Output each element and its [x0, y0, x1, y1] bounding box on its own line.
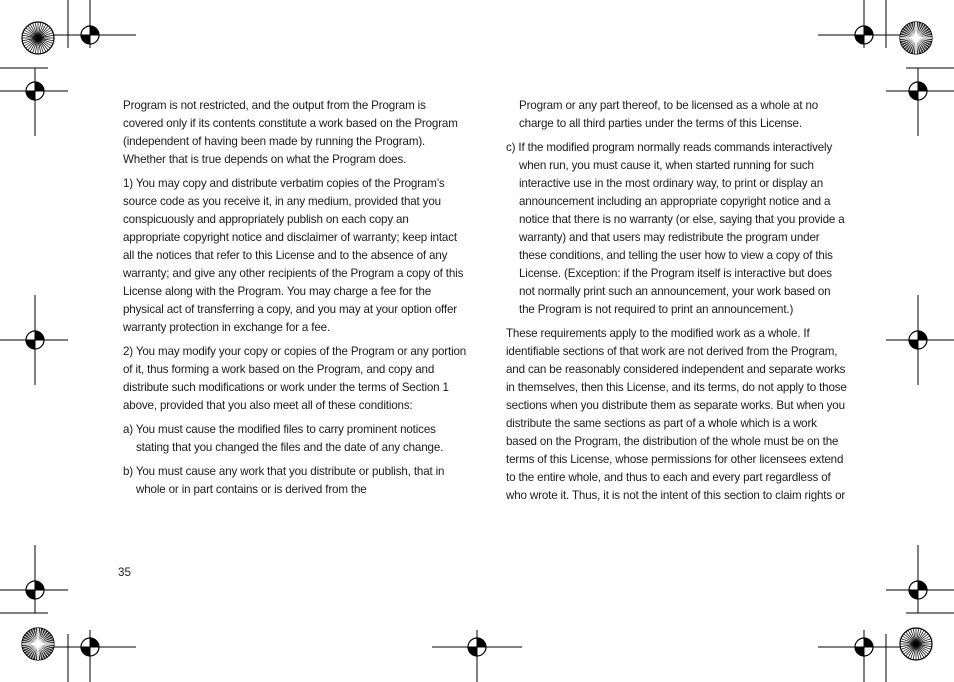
- paragraph: 1) You may copy and distribute verbatim copies of the Program’s source code as you receive it, in any medium, provided that you conspicuously and appropriately publish on each copy an appropriate copyright notice and disclaimer of warranty; keep intact all the notices that refer to this License and to the absence of any warranty; and give any other recipients of the Program a copy of this License along with the Program. You may charge a fee for the physical act of transferring a copy, and you may at your option offer warranty protection in exchange for a fee.: [123, 177, 464, 334]
- registration-target-icon: [851, 634, 877, 660]
- registration-target-icon: [464, 634, 490, 660]
- list-item: a) You must cause the modified files to carry prominent notices stating that you changed the files and the date of any change.: [123, 423, 444, 454]
- paragraph: Program is not restricted, and the output from the Program is covered only if its contents constitute a work based on the Program (independent of having been made by running the Program). Whether that is true depends on what the Program does.: [123, 99, 458, 166]
- registration-target-icon: [905, 577, 931, 603]
- text-column-left: [123, 97, 468, 505]
- registration-target-icon: [22, 78, 48, 104]
- list-item: b) You must cause any work that you distribute or publish, that in whole or in part contains or is derived from the: [123, 465, 445, 496]
- registration-target-icon: [905, 327, 931, 353]
- starburst-light-icon: [22, 22, 54, 54]
- registration-target-icon: [905, 78, 931, 104]
- registration-target-icon: [851, 22, 877, 48]
- starburst-dark-icon: [22, 628, 54, 660]
- starburst-light-icon: [900, 628, 932, 660]
- registration-target-icon: [22, 577, 48, 603]
- text-column-right: [506, 97, 848, 511]
- paragraph: 2) You may modify your copy or copies of the Program or any portion of it, thus forming a work based on the Program, and copy and distribute such modifications or work under the terms of Section 1 above, provided that you also meet all of these conditions:: [123, 345, 467, 412]
- paragraph: Program or any part thereof, to be licensed as a whole at no charge to all third parties under the terms of this License.: [519, 99, 819, 130]
- starburst-dark-icon: [900, 22, 932, 54]
- registration-target-icon: [77, 22, 103, 48]
- list-item: c) If the modified program normally reads commands interactively when run, you must cause it, when started running for such interactive use in the most ordinary way, to print or display an announcement including an appropriate copyright notice and a notice that there is no warranty (or else, saying that you provide a warranty) and that users may redistribute the program under these conditions, and telling the user how to view a copy of this License. (Exception: if the Program itself is interactive but does not normally print such an announcement, your work based on the Program is not required to print an announcement.): [506, 141, 845, 316]
- paragraph: These requirements apply to the modified work as a whole. If identifiable sections of that work are not derived from the Program, and can be reasonably considered independent and separate works in themselves, then this License, and its terms, do not apply to those sections when you distribute them as separate works. But when you distribute the same sections as part of a whole which is a work based on the Program, the distribution of the whole must be on the terms of this License, whose permissions for other licensees extend to the entire whole, and thus to each and every part regardless of who wrote it. Thus, it is not the intent of this section to claim rights or: [506, 327, 847, 502]
- registration-target-icon: [22, 327, 48, 353]
- page-number: 35: [118, 566, 131, 579]
- registration-target-icon: [77, 634, 103, 660]
